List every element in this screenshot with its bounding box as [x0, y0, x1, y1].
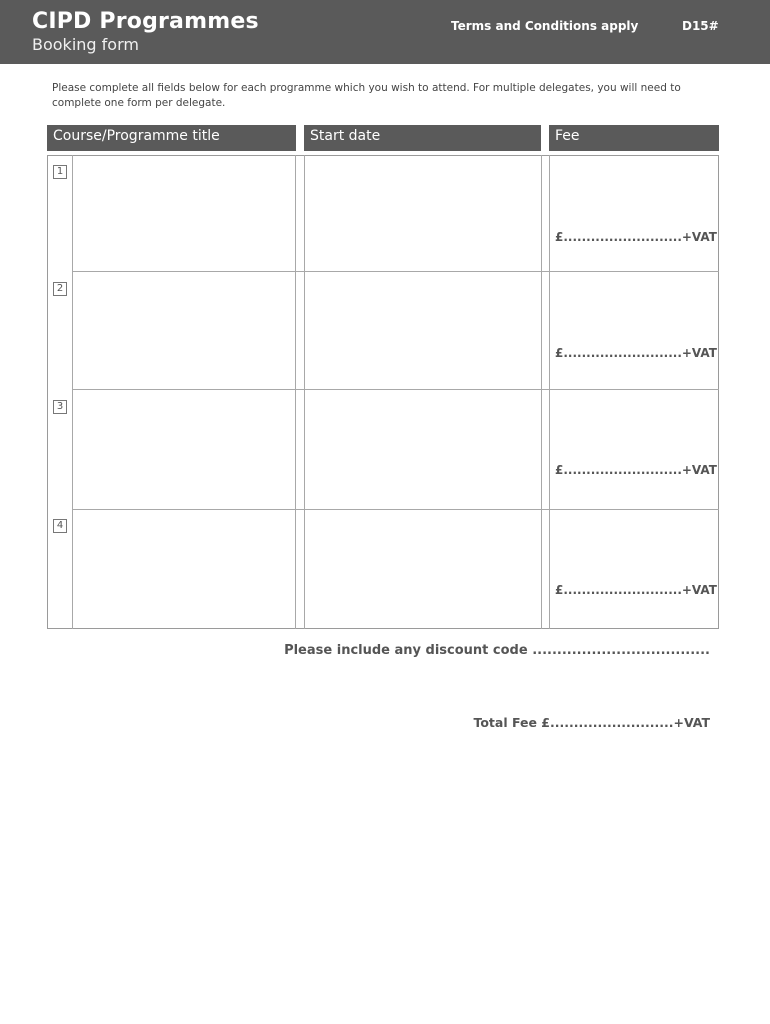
table-divider [72, 155, 73, 629]
fee-field-1[interactable]: £..........................+VAT [555, 230, 717, 244]
discount-code-field[interactable]: Please include any discount code .................................... [284, 643, 710, 658]
column-header-course: Course/Programme title [47, 125, 296, 151]
fee-field-3[interactable]: £..........................+VAT [555, 463, 717, 477]
total-fee-field[interactable]: Total Fee £..........................+VAT [473, 715, 710, 730]
row-number-4: 4 [53, 519, 67, 533]
column-header-start-date: Start date [304, 125, 541, 151]
form-code: D15# [682, 19, 719, 33]
row-number-3: 3 [53, 400, 67, 414]
row-divider [72, 389, 719, 390]
fee-field-2[interactable]: £..........................+VAT [555, 346, 717, 360]
terms-notice: Terms and Conditions apply [451, 19, 639, 33]
table-divider [541, 155, 542, 629]
row-number-2: 2 [53, 282, 67, 296]
table-divider [295, 155, 296, 629]
row-divider [72, 509, 719, 510]
instructions-text: Please complete all fields below for each programme which you wish to attend. For multiple delegates, you will need to complete one form per delegate. [52, 82, 681, 109]
fee-field-4[interactable]: £..........................+VAT [555, 583, 717, 597]
column-header-fee: Fee [549, 125, 719, 151]
page-title: CIPD Programmes [32, 9, 259, 34]
row-number-1: 1 [53, 165, 67, 179]
row-divider [72, 271, 719, 272]
table-divider [304, 155, 305, 629]
booking-table [47, 155, 719, 629]
header-bar [0, 0, 770, 64]
table-divider [549, 155, 550, 629]
page-subtitle: Booking form [32, 35, 139, 54]
